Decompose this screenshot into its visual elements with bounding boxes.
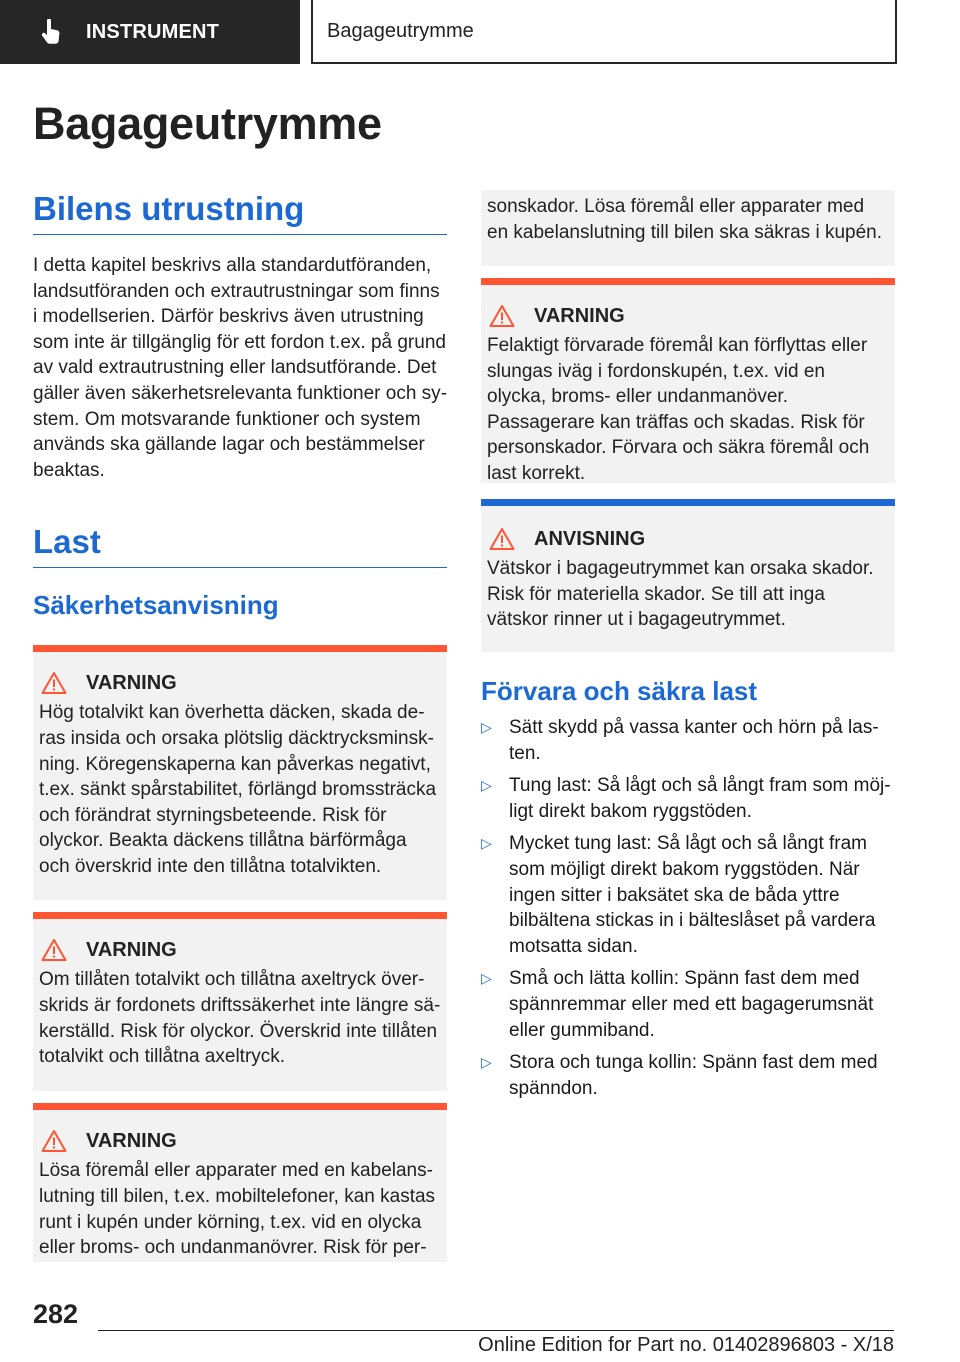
page-number: 282	[33, 1299, 79, 1329]
warning-text: Lösa föremål eller apparater med en kabelanslutning till bilen, t.ex. mobiltelefoner, kan kastas runt i kupén under körning, t.ex. vid en olycka eller broms- och undanmanövrer. Risk för per-	[39, 1160, 436, 1259]
list-item-text: Tung last: Så lågt och så långt fram som möjligt direkt bakom ryggstöden.	[509, 775, 891, 822]
page-title: Bagageutrymme	[33, 98, 382, 149]
warning-box	[33, 645, 447, 900]
section-label: INSTRUMENT	[86, 20, 220, 43]
warning-text: Hög totalvikt kan överhetta däcken, skada deras insida och orsaka plötslig däcktrycksminskning. Köregenskaperna kan påverkas negativt, t.ex. sänkt spårstabilitet, förlängd bromssträcka och förändrat styrningsbeteende. Risk för olyckor. Beakta däckens tillåtna bärförmåga och överskrid inte den tillåtna totalvikten.	[39, 702, 437, 877]
notice-text: Vätskor i bagageutrymmet kan orsaka skador. Risk för materiella skador. Se till att inga vätskor rinner ut i bagageutrymmet.	[487, 558, 874, 631]
warning-header	[489, 285, 895, 331]
bullet-icon: ▷	[481, 719, 492, 735]
notice-title: ANVISNING	[534, 527, 646, 550]
list-item	[481, 1050, 895, 1101]
warning-header	[41, 652, 447, 698]
warning-header	[41, 919, 447, 965]
pointing-hand-icon	[40, 19, 62, 45]
bullet-icon: ▷	[481, 835, 492, 852]
notice-header	[489, 506, 895, 554]
list-item	[481, 773, 895, 824]
right-column	[481, 190, 895, 1108]
warning-header	[41, 1110, 447, 1156]
equipment-text: I detta kapitel beskrivs alla standardutföranden, landsutföranden och extrautrustningar som finns i modellserien. Därför beskrivs även utrustning som inte är tillgänglig för ett fordon t.ex. på grund av vald extrautrustning eller landsutförande. Det gäller även säkerhetsrelevanta funktioner och system. Om motsvarande funktioner och system används ska gällande lagar och bestämmelser beaktas.	[33, 255, 448, 481]
bullet-icon: ▷	[481, 1054, 492, 1071]
list-item-text: Mycket tung last: Så lågt och så långt fram som möjligt direkt bakom ryggstöden. När ingen sitter i baksätet ska de båda yttre bilbältena stickas in i bälteslåset på vardera motsatta sidan.	[509, 833, 876, 957]
left-column	[33, 190, 447, 1262]
bullet-icon: ▷	[481, 970, 492, 987]
warning-title: VARNING	[86, 1129, 177, 1152]
footer-edition: Online Edition for Part no. 01402896803 - X/18	[478, 1334, 894, 1356]
warning-box	[33, 912, 447, 1091]
load-list	[481, 715, 895, 1101]
store-heading: Förvara och säkra last	[481, 676, 758, 706]
list-item-text: Stora och tunga kollin: Spänn fast dem med spänndon.	[509, 1052, 878, 1099]
warning-triangle-icon	[489, 304, 515, 328]
list-item	[481, 715, 895, 766]
list-item	[481, 966, 895, 1043]
warning-triangle-icon	[41, 1129, 67, 1153]
equipment-heading: Bilens utrustning	[33, 190, 447, 235]
page-tab-label: Bagageutrymme	[327, 19, 474, 42]
warning-triangle-icon	[41, 938, 67, 962]
notice-triangle-icon	[489, 527, 515, 551]
warning-title: VARNING	[86, 938, 177, 961]
warning-box	[33, 1103, 447, 1262]
safety-heading: Säkerhetsanvisning	[33, 590, 279, 621]
warning-triangle-icon	[41, 671, 67, 695]
bullet-icon: ▷	[481, 777, 492, 794]
list-item-text: Sätt skydd på vassa kanter och hörn på lasten.	[509, 717, 879, 764]
warning-text: Om tillåten totalvikt och tillåtna axeltryck överskrids är fordonets driftssäkerhet inte längre säkerställd. Risk för olyckor. Överskrid inte tillåten totalvikt och tillåtna axeltryck.	[39, 969, 441, 1068]
warning-title: VARNING	[534, 304, 625, 327]
section-tab[interactable]	[0, 0, 300, 64]
warning-continuation	[481, 190, 895, 266]
page-tab[interactable]	[311, 0, 897, 64]
warning-box	[481, 278, 895, 483]
load-heading: Last	[33, 523, 447, 568]
notice-box	[481, 499, 895, 652]
warning-title: VARNING	[86, 671, 177, 694]
warning-continuation-text: sonskador. Lösa föremål eller apparater med en kabelanslutning till bilen ska säkras i kupén.	[487, 196, 883, 243]
warning-text: Felaktigt förvarade föremål kan förflyttas eller slungas iväg i fordonskupén, t.ex. vid en olycka, broms- eller undanmanöver. Passagerare kan träffas och skadas. Risk för personskador. Förvara och säkra föremål och last korrekt.	[487, 335, 870, 484]
top-bar	[0, 0, 960, 66]
list-item-text: Små och lätta kollin: Spänn fast dem med spännremmar eller med ett bagagerumsnät eller gummiband.	[509, 968, 874, 1041]
footer-divider	[98, 1330, 894, 1331]
list-item	[481, 831, 895, 959]
